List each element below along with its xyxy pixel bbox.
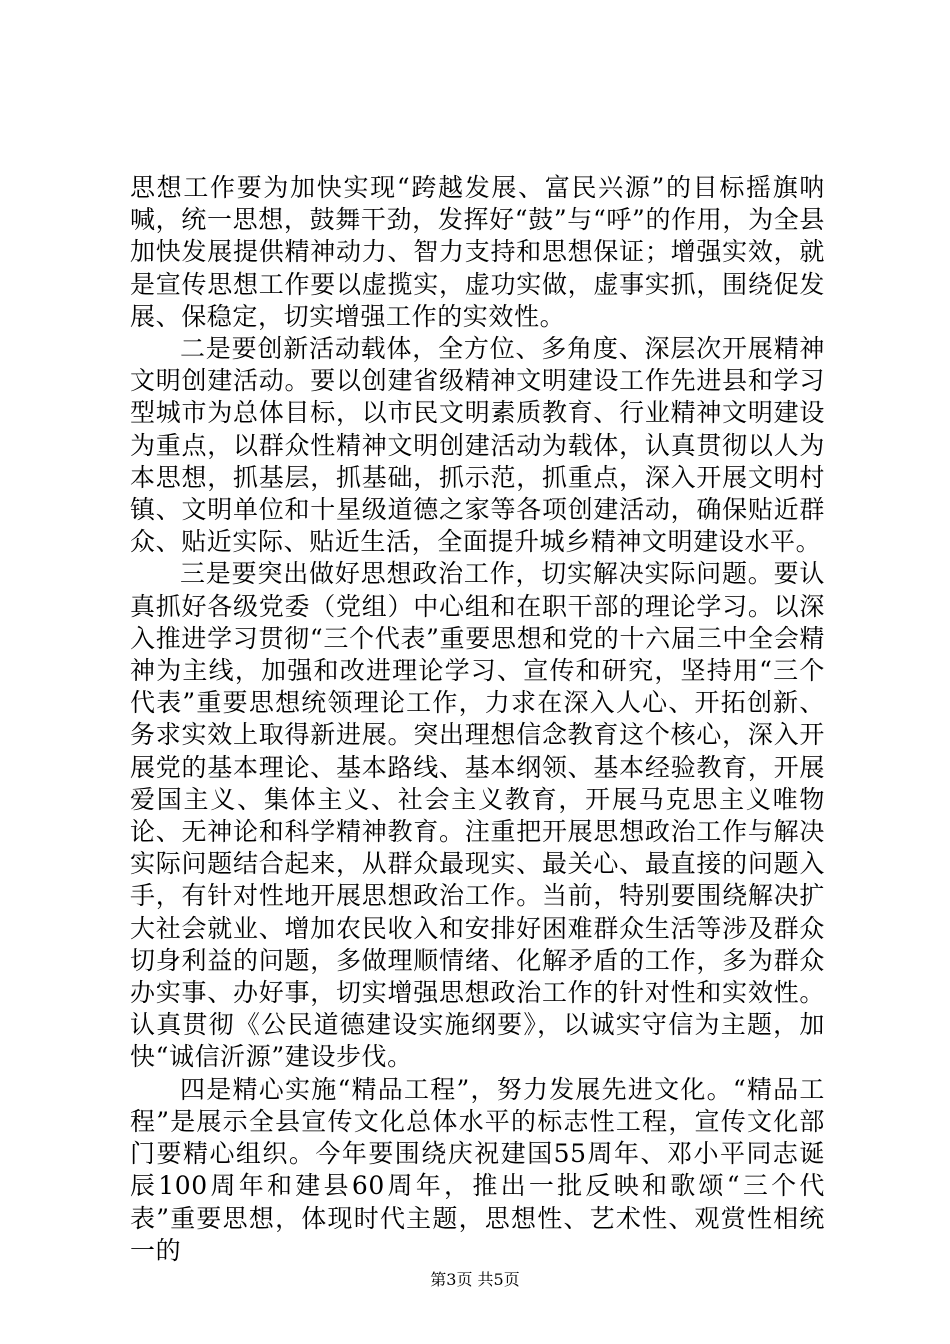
page-number-footer: 第3页 共5页: [430, 1270, 520, 1289]
paragraph-two: 二是要创新活动载体，全方位、多角度、深层次开展精神文明创建活动。要以创建省级精神文明建设工作先进县和学习型城市为总体目标，以市民文明素质教育、行业精神文明建设为重点，以群众性精神文明创建活动为载体，认真贯彻以人为本思想，抓基层，抓基础，抓示范，抓重点，深入开展文明村镇、文明单位和十星级道德之家等各项创建活动，确保贴近群众、贴近实际、贴近生活，全面提升城乡精神文明建设水平。: [130, 334, 825, 557]
paragraph-four: 四是精心实施“精品工程”，努力发展先进文化。“精品工程”是展示全县宣传文化总体水平的标志性工程，宣传文化部门要精心组织。今年要围绕庆祝建国55周年、邓小平同志诞辰100周年和建县60周年，推出一批反映和歌颂“三个代表”重要思想，体现时代主题，思想性、艺术性、观赏性相统一的: [130, 1074, 825, 1265]
body-text: [130, 172, 825, 1267]
paragraph-three: 三是要突出做好思想政治工作，切实解决实际问题。要认真抓好各级党委（党组）中心组和在职干部的理论学习。以深入推进学习贯彻“三个代表”重要思想和党的十六届三中全会精神为主线，加强和改进理论学习、宣传和研究，坚持用“三个代表”重要思想统领理论工作，力求在深入人心、开拓创新、务求实效上取得新进展。突出理想信念教育这个核心，深入开展党的基本理论、基本路线、基本纲领、基本经验教育，开展爱国主义、集体主义、社会主义教育，开展马克思主义唯物论、无神论和科学精神教育。注重把开展思想政治工作与解决实际问题结合起来，从群众最现实、最关心、最直接的问题入手，有针对性地开展思想政治工作。当前，特别要围绕解决扩大社会就业、增加农民收入和安排好困难群众生活等涉及群众切身利益的问题，多做理顺情绪、化解矛盾的工作，多为群众办实事、办好事，切实增强思想政治工作的针对性和实效性。认真贯彻《公民道德建设实施纲要》，以诚实守信为主题，加快“诚信沂源”建设步伐。: [130, 559, 825, 1072]
paragraph-continuation: 思想工作要为加快实现“跨越发展、富民兴源”的目标摇旗呐喊，统一思想，鼓舞干劲，发挥好“鼓”与“呼”的作用，为全县加快发展提供精神动力、智力支持和思想保证；增强实效，就是宣传思想工作要以虚揽实，虚功实做，虚事实抓，围绕促发展、保稳定，切实增强工作的实效性。: [130, 173, 825, 331]
